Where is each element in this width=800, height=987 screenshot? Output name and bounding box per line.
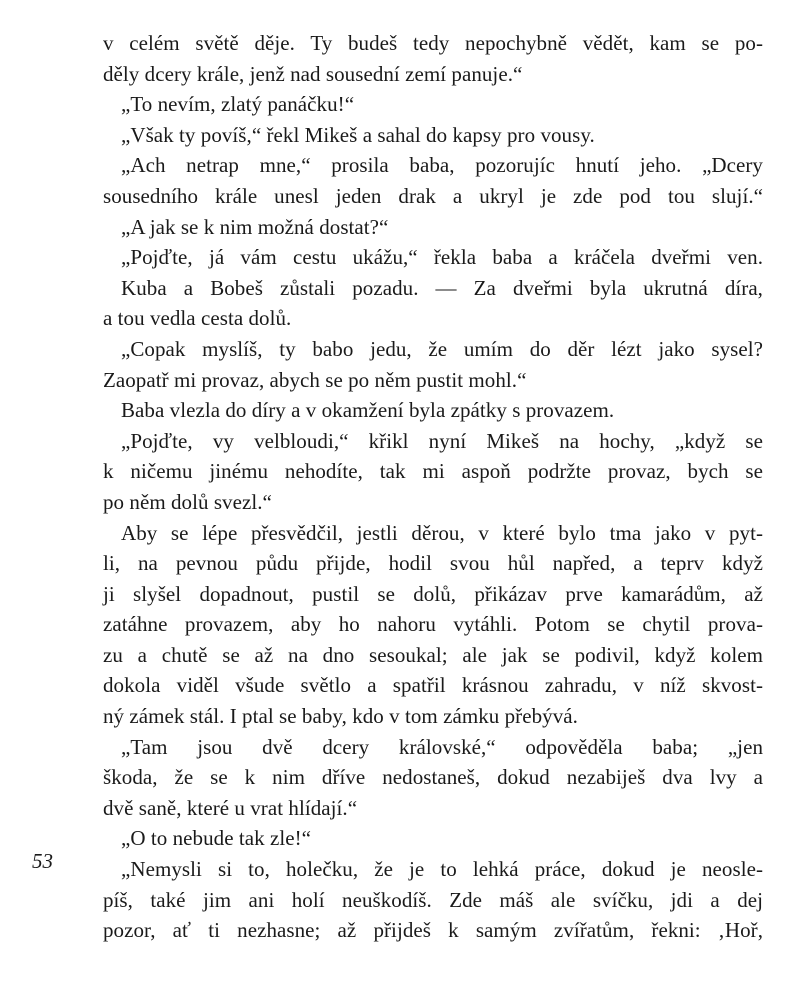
text-line: zu a chutě se až na dno sesoukal; ale jak se podivil, když kolem xyxy=(103,642,763,667)
text-line: škoda, že se k nim dříve nedostaneš, dokud nezabiješ dva lvy a xyxy=(103,765,763,790)
text-line: „Tam jsou dvě dcery královské,“ odpověděla baba; „jen xyxy=(121,734,763,759)
text-line: ný zámek stál. I ptal se baby, kdo v tom zámku přebývá. xyxy=(103,704,578,729)
text-line: „Copak myslíš, ty babo jedu, že umím do děr lézt jako sysel? xyxy=(121,336,763,361)
text-line: v celém světě děje. Ty budeš tedy nepochybně vědět, kam se po- xyxy=(103,31,763,55)
text-line: Kuba a Bobeš zůstali pozadu. — Za dveřmi byla ukrutná díra, xyxy=(121,275,763,300)
text-line: „Pojďte, vy velbloudi,“ křikl nyní Mikeš na hochy, „když se xyxy=(121,428,763,453)
page-number: 53 xyxy=(32,849,53,873)
text-line: po něm dolů svezl.“ xyxy=(103,489,272,514)
text-line: „To nevím, zlatý panáčku!“ xyxy=(121,92,355,117)
text-line: děly dcery krále, jenž nad sousední zemí panuje.“ xyxy=(103,61,523,86)
text-line: sousedního krále unesl jeden drak a ukryl je zde pod tou slují.“ xyxy=(103,183,763,208)
text-line: píš, také jim ani holí neuškodíš. Zde máš ale svíčku, jdi a dej xyxy=(103,887,763,912)
text-line: „Nemysli si to, holečku, že je to lehká práce, dokud je neosle- xyxy=(121,857,763,882)
text-line: „A jak se k nim možná dostat?“ xyxy=(121,214,389,239)
text-line: Zaopatř mi provaz, abych se po něm pustit mohl.“ xyxy=(103,367,527,392)
text-line: a tou vedla cesta dolů. xyxy=(103,306,292,331)
text-line: dvě saně, které u vrat hlídají.“ xyxy=(103,795,358,820)
text-line: Baba vlezla do díry a v okamžení byla zpátky s provazem. xyxy=(121,398,615,423)
text-line: „Však ty povíš,“ řekl Mikeš a sahal do kapsy pro vousy. xyxy=(121,122,595,147)
text-line: k ničemu jinému nehodíte, tak mi aspoň podržte provaz, bych se xyxy=(103,459,763,484)
body-text xyxy=(103,28,763,946)
text-line: „Pojďte, já vám cestu ukážu,“ řekla baba a kráčela dveřmi ven. xyxy=(121,245,763,270)
text-line: ji slyšel dopadnout, pustil se dolů, přikázav prve kamarádům, až xyxy=(103,581,763,606)
text-line: Aby se lépe přesvědčil, jestli děrou, v které bylo tma jako v pyt- xyxy=(121,520,763,545)
text-line: „O to nebude tak zle!“ xyxy=(121,826,312,851)
text-line: dokola viděl všude světlo a spatřil krásnou zahradu, v níž skvost- xyxy=(103,673,763,698)
text-line: li, na pevnou půdu přijde, hodil svou hůl napřed, a teprv když xyxy=(103,551,763,576)
text-line: pozor, ať ti nezhasne; až přijdeš k samým zvířatům, řekni: ‚Hoř, xyxy=(103,918,763,943)
text-line: „Ach netrap mne,“ prosila baba, pozorujíc hnutí jeho. „Dcery xyxy=(121,153,763,178)
text-line: zatáhne provazem, aby ho nahoru vytáhli. Potom se chytil prova- xyxy=(103,612,763,637)
